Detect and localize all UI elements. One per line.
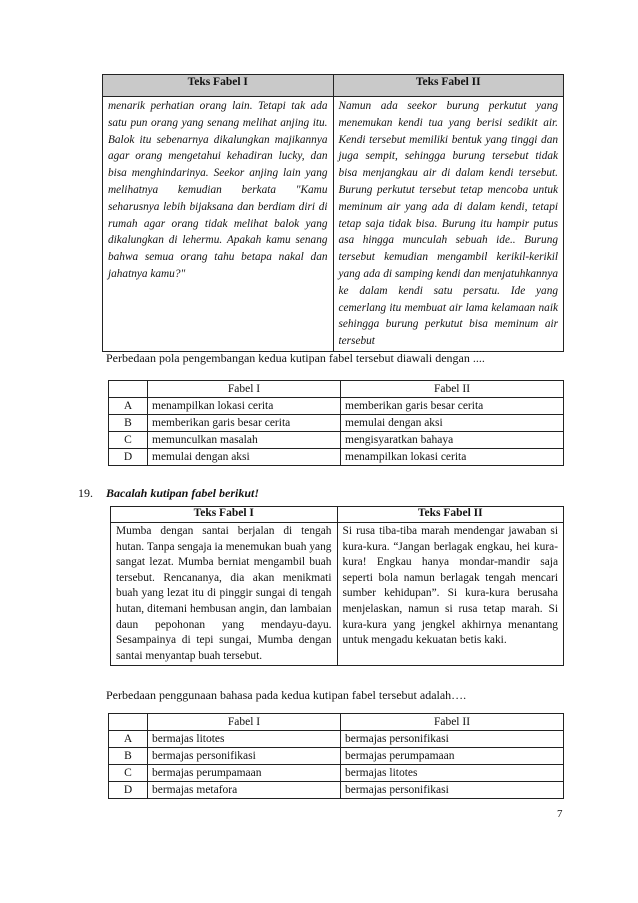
- option-row-c[interactable]: [109, 765, 564, 782]
- option-letter: B: [109, 748, 148, 765]
- page-number: 7: [557, 808, 563, 820]
- options-header-empty: [109, 381, 148, 398]
- fable-1-header: Teks Fabel I: [111, 507, 338, 523]
- option-row-a[interactable]: [109, 731, 564, 748]
- option-fabel-2: bermajas litotes: [341, 765, 564, 782]
- question-19-title: Bacalah kutipan fabel berikut!: [106, 486, 260, 500]
- option-row-d[interactable]: [109, 782, 564, 799]
- option-fabel-2: memulai dengan aksi: [341, 415, 564, 432]
- option-fabel-2: memberikan garis besar cerita: [341, 398, 564, 415]
- fable-table-1: [102, 74, 564, 352]
- option-letter: B: [109, 415, 148, 432]
- question-19-number: 19.: [78, 486, 93, 500]
- option-fabel-1: bermajas litotes: [148, 731, 341, 748]
- option-letter: D: [109, 782, 148, 799]
- options-header-empty: [109, 714, 148, 731]
- options-header-fabel-2: Fabel II: [341, 714, 564, 731]
- fable-2-header: Teks Fabel II: [337, 507, 564, 523]
- option-fabel-1: bermajas metafora: [148, 782, 341, 799]
- question-18-options: [108, 380, 564, 466]
- question-19-options: [108, 713, 564, 799]
- option-fabel-2: bermajas perumpamaan: [341, 748, 564, 765]
- option-fabel-1: bermajas perumpamaan: [148, 765, 341, 782]
- option-letter: C: [109, 765, 148, 782]
- fable-2-header: Teks Fabel II: [333, 75, 564, 97]
- option-fabel-1: memberikan garis besar cerita: [148, 415, 341, 432]
- options-header-fabel-1: Fabel I: [148, 381, 341, 398]
- fable-1-header: Teks Fabel I: [103, 75, 334, 97]
- fable-1-text: menarik perhatian orang lain. Tetapi tak ada satu pun orang yang senang melihat anjing itu. Balok itu sebenarnya dikalungkan majikannya agar orang mengetahui kehadiran lucky, dan bisa menghindarinya. Seekor anjing lain yang melihatnya kemudian berkata "Kamu seharusnya lebih bijaksana dan berdiam diri di rumah agar orang tidak melihat balok yang dikalungkan di lehermu. Apakah kamu senang bahwa semua orang tahu betapa nakal dan jahatnya kamu?": [103, 97, 334, 352]
- option-fabel-1: memunculkan masalah: [148, 432, 341, 449]
- fable-2-text: Si rusa tiba-tiba marah mendengar jawaban si kura-kura. “Jangan berlagak engkau, hei kura-kura! Engkau hanya mondar-mandir saja seperti bola namun berlagak tengah mencari sumber kehidupan”. Si kura-kura berusaha menjelaskan, namun si rusa tetap marah. Si kura-kura yang jengkel akhirnya menantang untuk mengadu kekuatan betis kaki.: [337, 523, 564, 666]
- options-header-fabel-1: Fabel I: [148, 714, 341, 731]
- option-row-b[interactable]: [109, 415, 564, 432]
- fable-table-2: [110, 506, 564, 666]
- option-fabel-2: menampilkan lokasi cerita: [341, 449, 564, 466]
- option-row-b[interactable]: [109, 748, 564, 765]
- fable-2-text: Namun ada seekor burung perkutut yang menemukan kendi tua yang berisi sedikit air. Kendi tersebut memiliki bentuk yang tinggi dan juga sempit, sehingga burung tersebut tidak bisa menjangkau air di dalam kendi tersebut. Burung perkutut tersebut tetap mencoba untuk meminum air yang ada di dalam kendi, tetapi tetap saja tidak bisa. Burung itu hampir putus asa hingga munculah sebuah ide.. Burung tersebut kemudian mengambil kerikil-kerikil yang ada di samping kendi dan menjatuhkannya ke dalam kendi satu persatu. Ide yang cemerlang itu membuat air lama kelamaan naik sehingga burung perkutut bisa meminum air tersebut: [333, 97, 564, 352]
- option-fabel-2: mengisyaratkan bahaya: [341, 432, 564, 449]
- option-fabel-1: menampilkan lokasi cerita: [148, 398, 341, 415]
- option-fabel-2: bermajas personifikasi: [341, 731, 564, 748]
- option-fabel-2: bermajas personifikasi: [341, 782, 564, 799]
- option-fabel-1: bermajas personifikasi: [148, 748, 341, 765]
- fable-1-text: Mumba dengan santai berjalan di tengah hutan. Tanpa sengaja ia menemukan buah yang sangat lezat. Mumba berniat mengambil buah tersebut. Rencananya, dia akan menikmati buah yang lezat itu di pinggir sungai di tengah hutan, ditemani hembusan angin, dan lambaian daun pepohonan yang mendayu-dayu. Sesampainya di tepi sungai, Mumba dengan santai menyantap buah tersebut.: [111, 523, 338, 666]
- option-letter: A: [109, 731, 148, 748]
- option-letter: A: [109, 398, 148, 415]
- question-18-prompt: Perbedaan pola pengembangan kedua kutipan fabel tersebut diawali dengan ....: [106, 351, 485, 365]
- option-row-a[interactable]: [109, 398, 564, 415]
- option-letter: D: [109, 449, 148, 466]
- option-row-c[interactable]: [109, 432, 564, 449]
- option-letter: C: [109, 432, 148, 449]
- question-19-prompt: Perbedaan penggunaan bahasa pada kedua kutipan fabel tersebut adalah….: [106, 688, 467, 702]
- option-row-d[interactable]: [109, 449, 564, 466]
- options-header-fabel-2: Fabel II: [341, 381, 564, 398]
- option-fabel-1: memulai dengan aksi: [148, 449, 341, 466]
